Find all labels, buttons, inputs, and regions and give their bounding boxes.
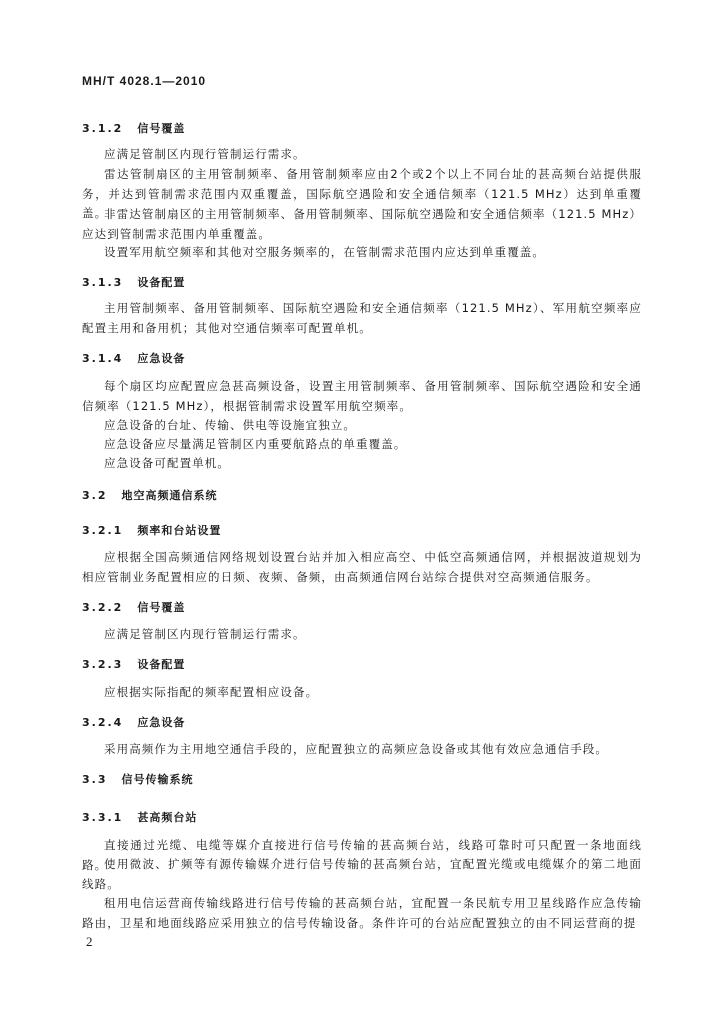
paragraph: 雷达管制扇区的主用管制频率、备用管制频率应由2个或2个以上不同台址的甚高频台站提供服务，并达到管制需求范围内双重覆盖，国际航空遇险和安全通信频率（121.5 MHz）达到单重覆盖。 (82, 167, 642, 220)
paragraph: 采用高频作为主用地空通信手段的，应配置独立的高频应急设备或其他有效应急通信手段。 (104, 742, 608, 756)
section-heading-3-1-2 (82, 120, 185, 136)
section-title: 地空高频通信系统 (121, 489, 218, 502)
paragraph: 应急设备可配置单机。 (104, 456, 230, 470)
section-heading-3-3-1 (82, 809, 197, 825)
section-number: 3.2.3 (82, 658, 124, 671)
paragraph: 直接通过光缆、电缆等媒介直接进行信号传输的甚高频台站，线路可靠时可只配置一条地面线路。 (82, 838, 642, 872)
section-number: 3.1.4 (82, 352, 124, 365)
paragraph: 设置军用航空频率和其他对空服务频率的，在管制需求范围内应达到单重覆盖。 (104, 245, 545, 259)
section-heading-3-2-4 (82, 714, 185, 730)
section-heading-3-2-1 (82, 522, 221, 538)
section-heading-3-3 (82, 771, 194, 787)
section-heading-3-2-3 (82, 656, 185, 672)
paragraph: 使用微波、扩频等有源传输媒介进行信号传输的甚高频台站，宜配置光缆或电缆媒介的第二地面线路。 (82, 857, 642, 891)
paragraph: 非雷达管制扇区的主用管制频率、备用管制频率、国际航空遇险和安全通信频率（121.5 MHz）应达到管制需求范围内单重覆盖。 (82, 207, 642, 241)
section-number: 3.1.2 (82, 122, 124, 135)
paragraph: 主用管制频率、备用管制频率、国际航空遇险和安全通信频率（121.5 MHz）、军用航空频率应配置主用和备用机；其他对空通信频率可配置单机。 (82, 301, 642, 335)
section-title: 设备配置 (137, 658, 186, 671)
section-title: 设备配置 (137, 276, 186, 289)
paragraph: 应根据全国高频通信网络规划设置台站并加入相应高空、中低空高频通信网，并根据波道规划为相应管制业务配置相应的日频、夜频、备频，由高频通信网台站综合提供对空高频通信服务。 (82, 550, 642, 584)
section-number: 3.2.4 (82, 716, 124, 729)
section-number: 3.2.2 (82, 601, 124, 614)
paragraph: 应根据实际指配的频率配置相应设备。 (104, 685, 319, 699)
section-title: 甚高频台站 (137, 811, 198, 824)
section-title: 应急设备 (137, 716, 186, 729)
section-number: 3.3 (82, 773, 108, 786)
paragraph: 应急设备应尽量满足管制区内重要航路点的单重覆盖。 (104, 437, 407, 451)
paragraph: 应满足管制区内现行管制运行需求。 (104, 147, 306, 161)
paragraph: 每个扇区均应配置应急甚高频设备，设置主用管制频率、备用管制频率、国际航空遇险和安全通信频率（121.5 MHz），根据管制需求设置军用航空频率。 (82, 379, 642, 413)
section-title: 应急设备 (137, 352, 186, 365)
section-number: 3.1.3 (82, 276, 124, 289)
section-title: 信号覆盖 (137, 601, 186, 614)
standard-code-header: MH/T 4028.1—2010 (82, 74, 207, 88)
section-number: 3.2.1 (82, 524, 124, 537)
section-number: 3.2 (82, 489, 108, 502)
section-title: 频率和台站设置 (137, 524, 222, 537)
paragraph: 应急设备的台址、传输、供电等设施宜独立。 (104, 418, 356, 432)
page-number: 2 (86, 934, 93, 949)
section-heading-3-2 (82, 487, 218, 503)
section-title: 信号覆盖 (137, 122, 186, 135)
section-heading-3-2-2 (82, 599, 185, 615)
section-title: 信号传输系统 (121, 773, 194, 786)
paragraph: 租用电信运营商传输线路进行信号传输的甚高频台站，宜配置一条民航专用卫星线路作应急传输路由，卫星和地面线路应采用独立的信号传输设备。条件许可的台站应配置独立的由不同运营商的提 (82, 896, 642, 930)
section-number: 3.3.1 (82, 811, 124, 824)
paragraph: 应满足管制区内现行管制运行需求。 (104, 627, 306, 641)
section-heading-3-1-4 (82, 350, 185, 366)
section-heading-3-1-3 (82, 274, 185, 290)
